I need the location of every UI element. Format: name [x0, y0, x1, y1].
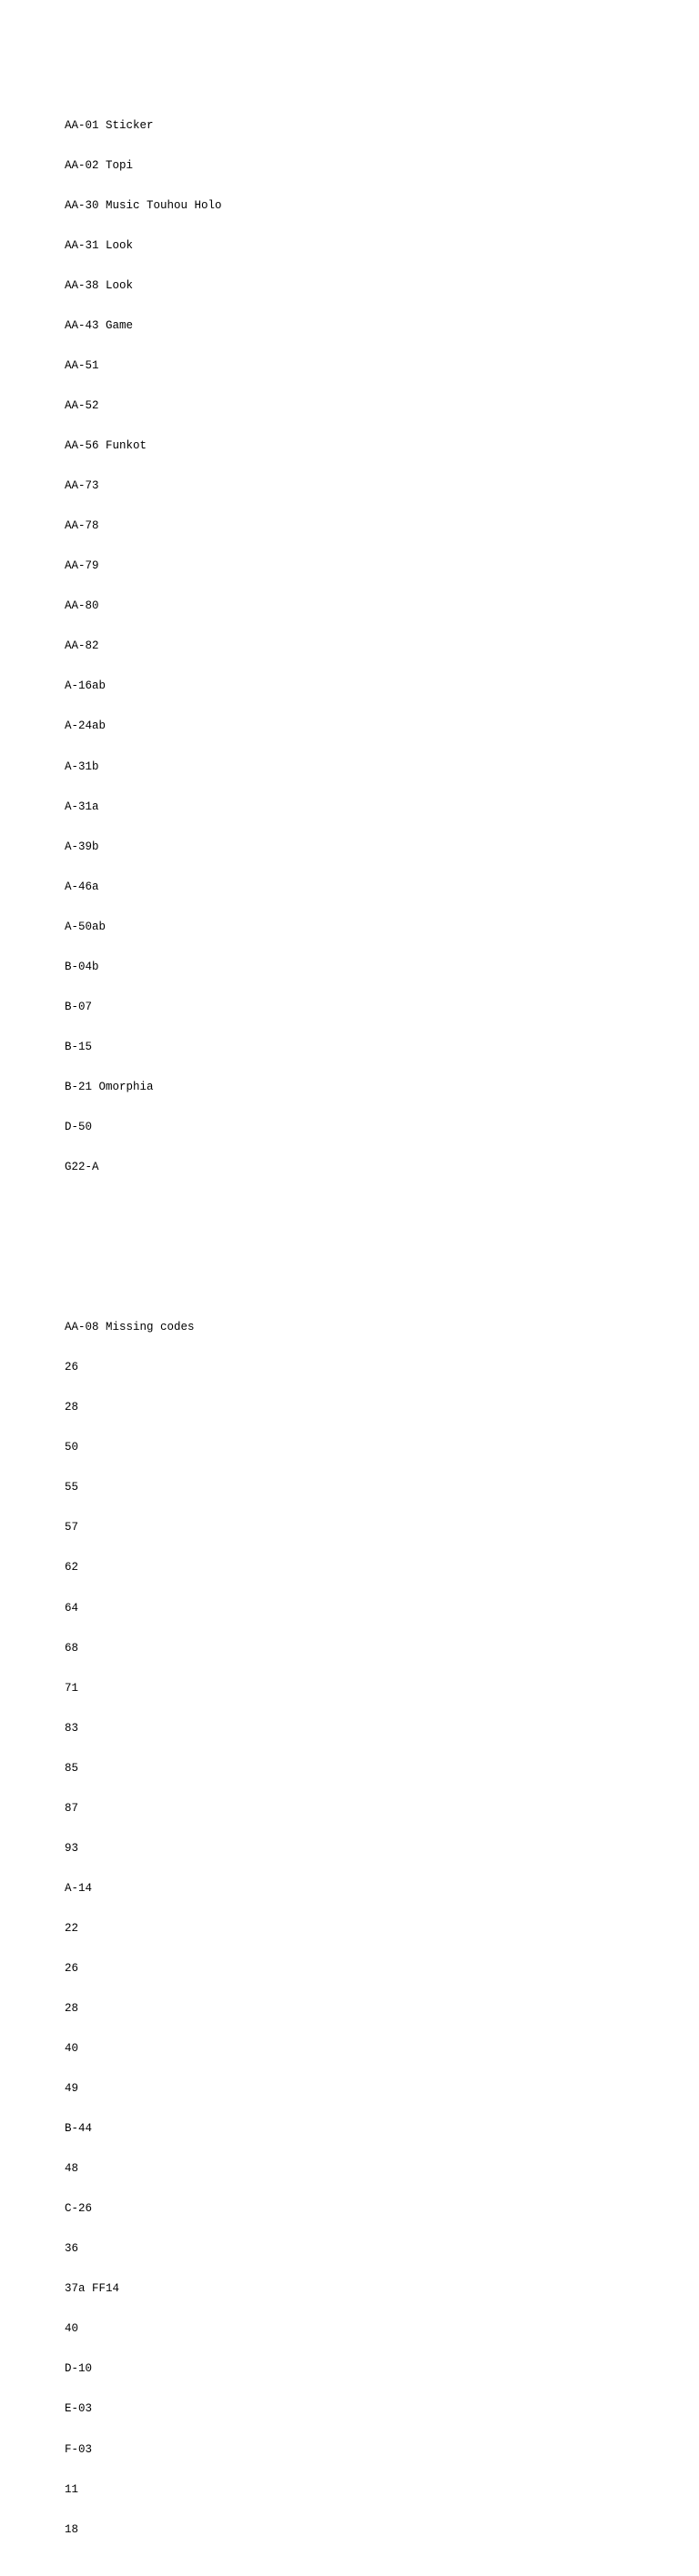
- text-line: AA-43 Game: [65, 318, 134, 332]
- text-line: 85: [65, 1761, 79, 1775]
- text-line: A-16ab: [65, 679, 106, 693]
- text-line: AA-51: [65, 359, 99, 373]
- missing-codes-section: [65, 1294, 222, 2563]
- text-document: [65, 65, 222, 2576]
- text-line: 28: [65, 1401, 79, 1414]
- text-line: 37a FF14: [65, 2282, 120, 2296]
- text-line: 28: [65, 2001, 79, 2015]
- text-line: 87: [65, 1801, 79, 1815]
- text-line: 93: [65, 1841, 79, 1855]
- text-line: 49: [65, 2082, 79, 2096]
- code-list-section: [65, 92, 222, 1201]
- text-line: B-07: [65, 1000, 93, 1013]
- text-line: B-44: [65, 2122, 93, 2136]
- text-line: AA-80: [65, 599, 99, 613]
- text-line: AA-56 Funkot: [65, 439, 147, 453]
- text-line: 40: [65, 2322, 79, 2336]
- text-line: B-15: [65, 1040, 93, 1053]
- text-line: D-50: [65, 1120, 93, 1133]
- text-line: AA-79: [65, 559, 99, 573]
- section-heading: AA-08 Missing codes: [65, 1321, 195, 1334]
- text-line: F-03: [65, 2442, 93, 2456]
- text-line: 26: [65, 1961, 79, 1975]
- text-line: A-24ab: [65, 719, 106, 733]
- text-line: 71: [65, 1681, 79, 1695]
- text-line: 22: [65, 1921, 79, 1935]
- text-line: 36: [65, 2242, 79, 2256]
- text-line: E-03: [65, 2402, 93, 2416]
- text-line: B-21 Omorphia: [65, 1080, 154, 1093]
- text-line: D-10: [65, 2362, 93, 2376]
- text-line: AA-30 Music Touhou Holo: [65, 198, 222, 212]
- text-line: 55: [65, 1481, 79, 1494]
- text-line: AA-01 Sticker: [65, 118, 154, 132]
- text-line: AA-31 Look: [65, 238, 134, 252]
- blank-line: [65, 1241, 222, 1254]
- text-line: 68: [65, 1641, 79, 1655]
- text-line: C-26: [65, 2202, 93, 2216]
- text-line: 64: [65, 1601, 79, 1615]
- text-line: 57: [65, 1521, 79, 1535]
- text-line: AA-02 Topi: [65, 158, 134, 172]
- text-line: A-50ab: [65, 920, 106, 933]
- text-line: AA-52: [65, 399, 99, 413]
- text-line: AA-73: [65, 479, 99, 493]
- text-line: G22-A: [65, 1160, 99, 1173]
- text-line: A-31b: [65, 760, 99, 773]
- text-line: 62: [65, 1561, 79, 1575]
- text-line: 48: [65, 2162, 79, 2176]
- text-line: 50: [65, 1441, 79, 1454]
- text-line: 40: [65, 2042, 79, 2056]
- text-line: 18: [65, 2522, 79, 2536]
- text-line: AA-38 Look: [65, 278, 134, 292]
- text-line: A-14: [65, 1881, 93, 1895]
- text-line: 83: [65, 1721, 79, 1735]
- text-line: A-31a: [65, 800, 99, 813]
- text-line: 11: [65, 2482, 79, 2496]
- text-line: A-46a: [65, 880, 99, 893]
- text-line: A-39b: [65, 840, 99, 853]
- text-line: AA-78: [65, 519, 99, 533]
- text-line: B-04b: [65, 960, 99, 973]
- text-line: 26: [65, 1361, 79, 1374]
- text-line: AA-82: [65, 639, 99, 653]
